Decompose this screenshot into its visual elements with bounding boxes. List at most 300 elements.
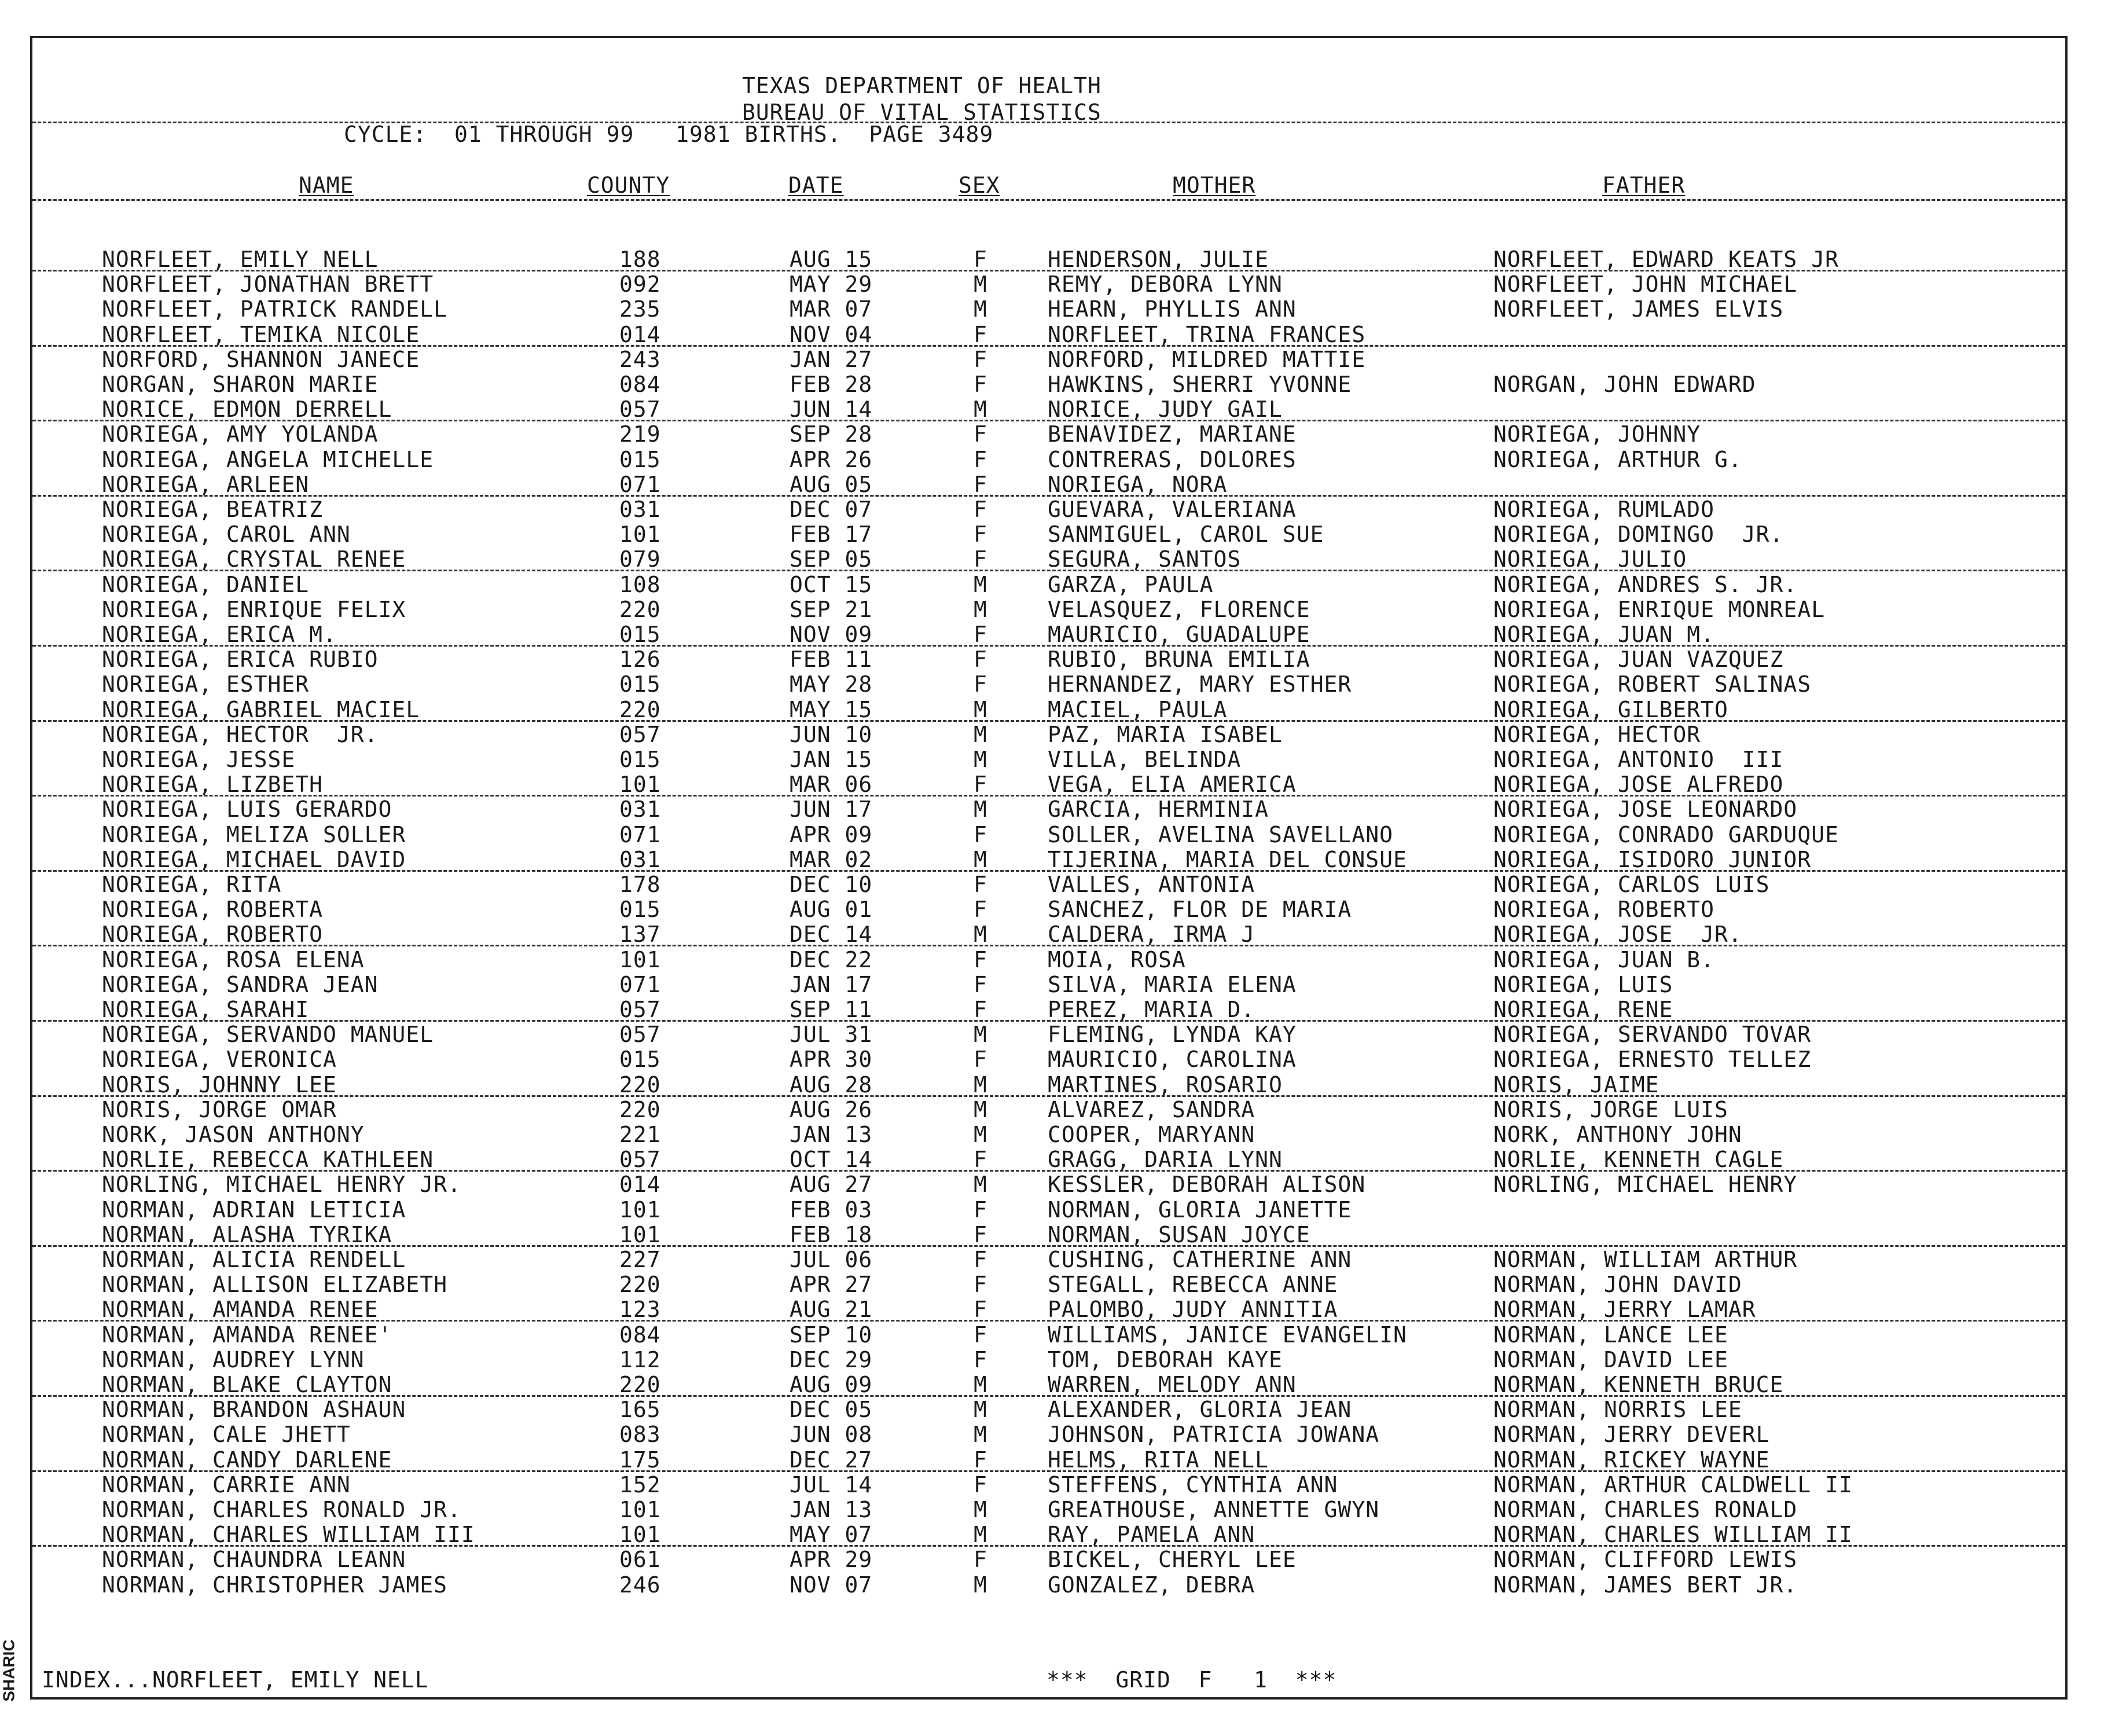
col-sex-header: SEX <box>959 173 1000 198</box>
record-county: 015 <box>619 747 661 772</box>
record-name: NORIEGA, DANIEL <box>102 572 310 597</box>
record-sex: F <box>974 1247 987 1272</box>
record-father: NORIEGA, ERNESTO TELLEZ <box>1493 1047 1812 1072</box>
record-date: SEP 10 <box>790 1322 873 1348</box>
record-father: NORMAN, DAVID LEE <box>1493 1347 1728 1372</box>
record-date: DEC 22 <box>790 947 873 972</box>
record-date: APR 30 <box>790 1047 873 1072</box>
record-father: NORLING, MICHAEL HENRY <box>1493 1172 1798 1197</box>
record-county: 015 <box>619 897 661 922</box>
record-mother: RAY, PAMELA ANN <box>1048 1522 1255 1547</box>
record-sex: F <box>974 997 987 1022</box>
record-sex: F <box>974 247 987 272</box>
record-mother: COOPER, MARYANN <box>1048 1122 1255 1147</box>
record-sex: F <box>974 671 987 697</box>
group-rule <box>32 1320 2065 1322</box>
record-name: NORLIE, REBECCA KATHLEEN <box>102 1147 434 1172</box>
record-father: NORIEGA, LUIS <box>1493 972 1673 997</box>
record-mother: SOLLER, AVELINA SAVELLANO <box>1048 822 1393 847</box>
record-county: 057 <box>619 997 661 1022</box>
record-county: 031 <box>619 797 661 822</box>
record-date: MAY 07 <box>790 1522 873 1547</box>
record-name: NORMAN, AUDREY LYNN <box>102 1347 365 1372</box>
record-sex: M <box>974 922 987 947</box>
record-name: NORIEGA, LIZBETH <box>102 772 324 797</box>
record-mother: NORFLEET, TRINA FRANCES <box>1048 322 1366 347</box>
record-county: 057 <box>619 397 661 422</box>
record-mother: REMY, DEBORA LYNN <box>1048 271 1283 297</box>
record-sex: M <box>974 797 987 822</box>
record-county: 175 <box>619 1447 661 1473</box>
record-date: APR 27 <box>790 1272 873 1297</box>
record-mother: NORFORD, MILDRED MATTIE <box>1048 347 1366 372</box>
record-sex: M <box>974 597 987 622</box>
record-county: 015 <box>619 622 661 647</box>
record-name: NORMAN, CALE JHETT <box>102 1422 351 1447</box>
record-mother: CONTRERAS, DOLORES <box>1048 447 1297 472</box>
record-name: NORK, JASON ANTHONY <box>102 1122 365 1147</box>
record-name: NORIEGA, ERICA M. <box>102 622 337 647</box>
record-father: NORIEGA, JULIO <box>1493 546 1687 572</box>
record-mother: BENAVIDEZ, MARIANE <box>1048 421 1297 447</box>
record-father: NORIEGA, ISIDORO JUNIOR <box>1493 847 1812 872</box>
record-name: NORFLEET, PATRICK RANDELL <box>102 296 447 322</box>
record-father: NORMAN, CLIFFORD LEWIS <box>1493 1547 1798 1572</box>
record-date: AUG 26 <box>790 1097 873 1122</box>
record-county: 108 <box>619 572 661 597</box>
record-name: NORFLEET, TEMIKA NICOLE <box>102 322 420 347</box>
record-date: FEB 03 <box>790 1197 873 1223</box>
record-date: MAR 06 <box>790 772 873 797</box>
record-mother: PALOMBO, JUDY ANNITIA <box>1048 1297 1338 1322</box>
record-county: 246 <box>619 1572 661 1598</box>
record-county: 015 <box>619 671 661 697</box>
record-father: NORMAN, JAMES BERT JR. <box>1493 1572 1798 1598</box>
record-name: NORFLEET, EMILY NELL <box>102 247 379 272</box>
record-father: NORIEGA, JUAN VAZQUEZ <box>1493 647 1784 672</box>
record-sex: F <box>974 1222 987 1247</box>
record-name: NORMAN, CARRIE ANN <box>102 1472 351 1498</box>
record-date: MAR 02 <box>790 847 873 872</box>
record-father: NORIS, JORGE LUIS <box>1493 1097 1728 1122</box>
record-sex: M <box>974 1122 987 1147</box>
record-mother: VALLES, ANTONIA <box>1048 872 1255 897</box>
record-county: 101 <box>619 1197 661 1223</box>
record-mother: NORIEGA, NORA <box>1048 472 1228 497</box>
record-mother: NORICE, JUDY GAIL <box>1048 397 1283 422</box>
record-name: NORICE, EDMON DERRELL <box>102 397 392 422</box>
record-mother: FLEMING, LYNDA KAY <box>1048 1022 1297 1047</box>
record-sex: M <box>974 296 987 322</box>
record-father: NORMAN, JERRY DEVERL <box>1493 1422 1770 1447</box>
record-sex: F <box>974 647 987 672</box>
record-mother: MAURICIO, CAROLINA <box>1048 1047 1297 1072</box>
record-date: JUN 17 <box>790 797 873 822</box>
header-department: TEXAS DEPARTMENT OF HEALTH <box>742 73 1101 98</box>
record-father: NORIEGA, SERVANDO TOVAR <box>1493 1022 1812 1047</box>
record-sex: F <box>974 447 987 472</box>
record-county: 084 <box>619 372 661 397</box>
col-date-header: DATE <box>788 173 844 198</box>
record-county: 126 <box>619 647 661 672</box>
record-mother: GRAGG, DARIA LYNN <box>1048 1147 1283 1172</box>
record-father: NORMAN, ARTHUR CALDWELL II <box>1493 1472 1853 1498</box>
record-county: 057 <box>619 1147 661 1172</box>
record-mother: SEGURA, SANTOS <box>1048 546 1242 572</box>
record-mother: STEFFENS, CYNTHIA ANN <box>1048 1472 1338 1498</box>
record-date: FEB 11 <box>790 647 873 672</box>
record-county: 057 <box>619 1022 661 1047</box>
record-date: DEC 14 <box>790 922 873 947</box>
record-date: SEP 11 <box>790 997 873 1022</box>
record-date: DEC 07 <box>790 497 873 522</box>
record-sex: F <box>974 1347 987 1372</box>
record-name: NORLING, MICHAEL HENRY JR. <box>102 1172 461 1197</box>
record-father: NORIEGA, JOSE ALFREDO <box>1493 772 1784 797</box>
record-county: 031 <box>619 847 661 872</box>
record-mother: WARREN, MELODY ANN <box>1048 1372 1297 1397</box>
record-father: NORIEGA, ANDRES S. JR. <box>1493 572 1798 597</box>
record-name: NORIEGA, ANGELA MICHELLE <box>102 447 434 472</box>
record-name: NORIEGA, ROBERTA <box>102 897 324 922</box>
record-name: NORMAN, AMANDA RENEE <box>102 1297 379 1322</box>
record-date: DEC 27 <box>790 1447 873 1473</box>
record-county: 071 <box>619 472 661 497</box>
record-date: JUN 08 <box>790 1422 873 1447</box>
record-sex: M <box>974 697 987 722</box>
record-name: NORIEGA, SANDRA JEAN <box>102 972 379 997</box>
record-sex: M <box>974 1372 987 1397</box>
record-sex: M <box>974 1022 987 1047</box>
record-sex: F <box>974 1197 987 1223</box>
record-date: JUL 14 <box>790 1472 873 1498</box>
col-county-header: COUNTY <box>587 173 670 198</box>
record-mother: GARCIA, HERMINIA <box>1048 797 1269 822</box>
record-mother: JOHNSON, PATRICIA JOWANA <box>1048 1422 1380 1447</box>
group-rule <box>32 945 2065 946</box>
record-father: NORIEGA, ROBERTO <box>1493 897 1715 922</box>
record-sex: F <box>974 497 987 522</box>
record-sex: F <box>974 472 987 497</box>
record-sex: M <box>974 1497 987 1522</box>
record-mother: GREATHOUSE, ANNETTE GWYN <box>1048 1497 1380 1522</box>
record-name: NORMAN, CANDY DARLENE <box>102 1447 392 1473</box>
record-sex: M <box>974 1097 987 1122</box>
record-father: NORMAN, CHARLES WILLIAM II <box>1493 1522 1853 1547</box>
record-date: NOV 09 <box>790 622 873 647</box>
record-county: 083 <box>619 1422 661 1447</box>
record-date: APR 26 <box>790 447 873 472</box>
record-sex: F <box>974 972 987 997</box>
record-name: NORIEGA, SERVANDO MANUEL <box>102 1022 434 1047</box>
record-name: NORIEGA, ENRIQUE FELIX <box>102 597 406 622</box>
record-date: DEC 29 <box>790 1347 873 1372</box>
record-county: 165 <box>619 1397 661 1422</box>
record-name: NORIEGA, AMY YOLANDA <box>102 421 379 447</box>
record-sex: M <box>974 1072 987 1098</box>
record-sex: F <box>974 322 987 347</box>
record-sex: F <box>974 1547 987 1572</box>
record-date: FEB 18 <box>790 1222 873 1247</box>
record-name: NORMAN, BRANDON ASHAUN <box>102 1397 406 1422</box>
record-sex: F <box>974 622 987 647</box>
record-father: NORIEGA, JOSE LEONARDO <box>1493 797 1798 822</box>
record-name: NORIEGA, HECTOR JR. <box>102 722 379 747</box>
record-name: NORMAN, CHAUNDRA LEANN <box>102 1547 406 1572</box>
record-mother: STEGALL, REBECCA ANNE <box>1048 1272 1338 1297</box>
record-mother: MARTINES, ROSARIO <box>1048 1072 1283 1098</box>
record-county: 031 <box>619 497 661 522</box>
record-mother: WILLIAMS, JANICE EVANGELIN <box>1048 1322 1407 1348</box>
record-father: NORIS, JAIME <box>1493 1072 1659 1098</box>
record-father: NORIEGA, RENE <box>1493 997 1673 1022</box>
record-name: NORIEGA, GABRIEL MACIEL <box>102 697 420 722</box>
record-sex: M <box>974 1572 987 1598</box>
record-county: 101 <box>619 1222 661 1247</box>
record-date: SEP 28 <box>790 421 873 447</box>
record-name: NORIS, JORGE OMAR <box>102 1097 337 1122</box>
record-sex: M <box>974 747 987 772</box>
record-father: NORIEGA, ARTHUR G. <box>1493 447 1742 472</box>
record-mother: MACIEL, PAULA <box>1048 697 1228 722</box>
record-sex: F <box>974 372 987 397</box>
record-county: 101 <box>619 772 661 797</box>
record-county: 014 <box>619 1172 661 1197</box>
record-mother: CUSHING, CATHERINE ANN <box>1048 1247 1352 1272</box>
header-bureau: BUREAU OF VITAL STATISTICS <box>742 100 1101 125</box>
record-county: 092 <box>619 271 661 297</box>
record-date: NOV 04 <box>790 322 873 347</box>
record-county: 220 <box>619 697 661 722</box>
record-father: NORIEGA, JOHNNY <box>1493 421 1701 447</box>
record-date: AUG 09 <box>790 1372 873 1397</box>
record-name: NORGAN, SHARON MARIE <box>102 372 379 397</box>
record-date: JAN 13 <box>790 1497 873 1522</box>
record-date: JUN 14 <box>790 397 873 422</box>
record-date: MAY 28 <box>790 671 873 697</box>
record-date: FEB 28 <box>790 372 873 397</box>
record-mother: TIJERINA, MARIA DEL CONSUE <box>1048 847 1407 872</box>
record-father: NORIEGA, CONRADO GARDUQUE <box>1493 822 1839 847</box>
record-county: 071 <box>619 972 661 997</box>
record-sex: M <box>974 847 987 872</box>
record-father: NORIEGA, CARLOS LUIS <box>1493 872 1770 897</box>
record-father: NORIEGA, HECTOR <box>1493 722 1701 747</box>
record-date: AUG 15 <box>790 247 873 272</box>
record-mother: VEGA, ELIA AMERICA <box>1048 772 1297 797</box>
record-father: NORIEGA, ANTONIO III <box>1493 747 1784 772</box>
side-label-text: SHARIC <box>0 1639 18 1702</box>
record-mother: GARZA, PAULA <box>1048 572 1214 597</box>
record-county: 152 <box>619 1472 661 1498</box>
record-date: JAN 27 <box>790 347 873 372</box>
record-date: AUG 01 <box>790 897 873 922</box>
footer-grid: *** GRID F 1 *** <box>1047 1667 1337 1693</box>
footer-index: INDEX...NORFLEET, EMILY NELL <box>42 1667 429 1693</box>
record-mother: KESSLER, DEBORAH ALISON <box>1048 1172 1366 1197</box>
record-name: NORMAN, ADRIAN LETICIA <box>102 1197 406 1223</box>
record-mother: BICKEL, CHERYL LEE <box>1048 1547 1297 1572</box>
record-name: NORMAN, ALLISON ELIZABETH <box>102 1272 447 1297</box>
record-name: NORIEGA, MICHAEL DAVID <box>102 847 406 872</box>
record-date: AUG 27 <box>790 1172 873 1197</box>
record-mother: HERNANDEZ, MARY ESTHER <box>1048 671 1352 697</box>
record-mother: CALDERA, IRMA J <box>1048 922 1255 947</box>
record-name: NORIEGA, BEATRIZ <box>102 497 324 522</box>
record-name: NORIEGA, ROBERTO <box>102 922 324 947</box>
side-label <box>0 1632 23 1702</box>
record-sex: F <box>974 1322 987 1348</box>
record-county: 084 <box>619 1322 661 1348</box>
record-county: 243 <box>619 347 661 372</box>
record-county: 015 <box>619 447 661 472</box>
record-mother: SILVA, MARIA ELENA <box>1048 972 1297 997</box>
record-father: NORIEGA, GILBERTO <box>1493 697 1728 722</box>
record-name: NORIEGA, VERONICA <box>102 1047 337 1072</box>
record-father: NORGAN, JOHN EDWARD <box>1493 372 1756 397</box>
record-date: JUL 31 <box>790 1022 873 1047</box>
record-sex: M <box>974 1172 987 1197</box>
record-county: 235 <box>619 296 661 322</box>
record-date: DEC 05 <box>790 1397 873 1422</box>
header-rule <box>32 122 2065 123</box>
record-date: SEP 05 <box>790 546 873 572</box>
record-name: NORIEGA, MELIZA SOLLER <box>102 822 406 847</box>
record-county: 221 <box>619 1122 661 1147</box>
record-father: NORMAN, LANCE LEE <box>1493 1322 1728 1348</box>
record-county: 220 <box>619 1097 661 1122</box>
record-date: JAN 17 <box>790 972 873 997</box>
record-name: NORFORD, SHANNON JANECE <box>102 347 420 372</box>
record-name: NORMAN, CHARLES WILLIAM III <box>102 1522 475 1547</box>
record-mother: HELMS, RITA NELL <box>1048 1447 1269 1473</box>
record-sex: F <box>974 1297 987 1322</box>
record-name: NORIEGA, ERICA RUBIO <box>102 647 379 672</box>
record-name: NORIEGA, ROSA ELENA <box>102 947 365 972</box>
record-mother: ALVAREZ, SANDRA <box>1048 1097 1255 1122</box>
record-mother: SANCHEZ, FLOR DE MARIA <box>1048 897 1352 922</box>
record-date: MAY 29 <box>790 271 873 297</box>
record-father: NORLIE, KENNETH CAGLE <box>1493 1147 1784 1172</box>
record-date: JAN 15 <box>790 747 873 772</box>
record-father: NORMAN, RICKEY WAYNE <box>1493 1447 1770 1473</box>
record-sex: F <box>974 1047 987 1072</box>
col-father-header: FATHER <box>1602 173 1686 198</box>
record-county: 057 <box>619 722 661 747</box>
record-mother: HAWKINS, SHERRI YVONNE <box>1048 372 1352 397</box>
record-name: NORMAN, CHARLES RONALD JR. <box>102 1497 461 1522</box>
record-sex: M <box>974 1397 987 1422</box>
record-father: NORK, ANTHONY JOHN <box>1493 1122 1742 1147</box>
record-mother: NORMAN, GLORIA JANETTE <box>1048 1197 1352 1223</box>
record-county: 071 <box>619 822 661 847</box>
record-name: NORMAN, BLAKE CLAYTON <box>102 1372 392 1397</box>
record-sex: F <box>974 1472 987 1498</box>
record-sex: F <box>974 347 987 372</box>
record-date: NOV 07 <box>790 1572 873 1598</box>
record-sex: F <box>974 522 987 547</box>
record-date: FEB 17 <box>790 522 873 547</box>
record-sex: F <box>974 772 987 797</box>
record-sex: F <box>974 822 987 847</box>
record-sex: F <box>974 546 987 572</box>
record-father: NORIEGA, ROBERT SALINAS <box>1493 671 1812 697</box>
record-father: NORMAN, JOHN DAVID <box>1493 1272 1742 1297</box>
record-name: NORIEGA, JESSE <box>102 747 296 772</box>
record-sex: F <box>974 872 987 897</box>
record-father: NORIEGA, JUAN B. <box>1493 947 1715 972</box>
record-name: NORMAN, AMANDA RENEE' <box>102 1322 392 1348</box>
record-sex: F <box>974 897 987 922</box>
record-father: NORIEGA, RUMLADO <box>1493 497 1715 522</box>
column-header-rule <box>32 199 2065 201</box>
record-name: NORIS, JOHNNY LEE <box>102 1072 337 1098</box>
record-sex: M <box>974 271 987 297</box>
record-county: 227 <box>619 1247 661 1272</box>
record-county: 137 <box>619 922 661 947</box>
group-rule <box>32 570 2065 571</box>
record-mother: ALEXANDER, GLORIA JEAN <box>1048 1397 1352 1422</box>
record-father: NORMAN, CHARLES RONALD <box>1493 1497 1798 1522</box>
record-county: 220 <box>619 597 661 622</box>
record-county: 123 <box>619 1297 661 1322</box>
col-mother-header: MOTHER <box>1173 173 1256 198</box>
record-county: 220 <box>619 1272 661 1297</box>
record-mother: SANMIGUEL, CAROL SUE <box>1048 522 1324 547</box>
record-sex: F <box>974 1447 987 1473</box>
record-father: NORFLEET, JAMES ELVIS <box>1493 296 1784 322</box>
record-father: NORFLEET, JOHN MICHAEL <box>1493 271 1798 297</box>
record-county: 101 <box>619 1522 661 1547</box>
record-name: NORMAN, CHRISTOPHER JAMES <box>102 1572 447 1598</box>
record-county: 079 <box>619 546 661 572</box>
record-name: NORIEGA, SARAHI <box>102 997 310 1022</box>
record-date: JAN 13 <box>790 1122 873 1147</box>
record-father: NORMAN, WILLIAM ARTHUR <box>1493 1247 1798 1272</box>
record-sex: M <box>974 1522 987 1547</box>
record-date: OCT 14 <box>790 1147 873 1172</box>
record-county: 015 <box>619 1047 661 1072</box>
record-date: DEC 10 <box>790 872 873 897</box>
record-name: NORMAN, ALICIA RENDELL <box>102 1247 406 1272</box>
record-name: NORIEGA, CAROL ANN <box>102 522 351 547</box>
record-sex: F <box>974 947 987 972</box>
record-mother: GONZALEZ, DEBRA <box>1048 1572 1255 1598</box>
record-county: 220 <box>619 1072 661 1098</box>
record-mother: NORMAN, SUSAN JOYCE <box>1048 1222 1310 1247</box>
record-sex: M <box>974 1422 987 1447</box>
record-date: AUG 21 <box>790 1297 873 1322</box>
record-mother: VILLA, BELINDA <box>1048 747 1242 772</box>
record-county: 220 <box>619 1372 661 1397</box>
header-cycle: CYCLE: 01 THROUGH 99 1981 BIRTHS. PAGE 3489 <box>344 122 994 147</box>
record-sex: F <box>974 421 987 447</box>
record-name: NORIEGA, ARLEEN <box>102 472 310 497</box>
record-mother: VELASQUEZ, FLORENCE <box>1048 597 1310 622</box>
record-date: AUG 28 <box>790 1072 873 1098</box>
record-mother: RUBIO, BRUNA EMILIA <box>1048 647 1310 672</box>
record-mother: PEREZ, MARIA D. <box>1048 997 1255 1022</box>
col-name-header: NAME <box>299 173 354 198</box>
record-date: JUL 06 <box>790 1247 873 1272</box>
record-name: NORMAN, ALASHA TYRIKA <box>102 1222 392 1247</box>
record-date: AUG 05 <box>790 472 873 497</box>
record-date: OCT 15 <box>790 572 873 597</box>
record-mother: MAURICIO, GUADALUPE <box>1048 622 1310 647</box>
record-name: NORIEGA, LUIS GERARDO <box>102 797 392 822</box>
record-county: 101 <box>619 522 661 547</box>
record-father: NORIEGA, JOSE JR. <box>1493 922 1742 947</box>
